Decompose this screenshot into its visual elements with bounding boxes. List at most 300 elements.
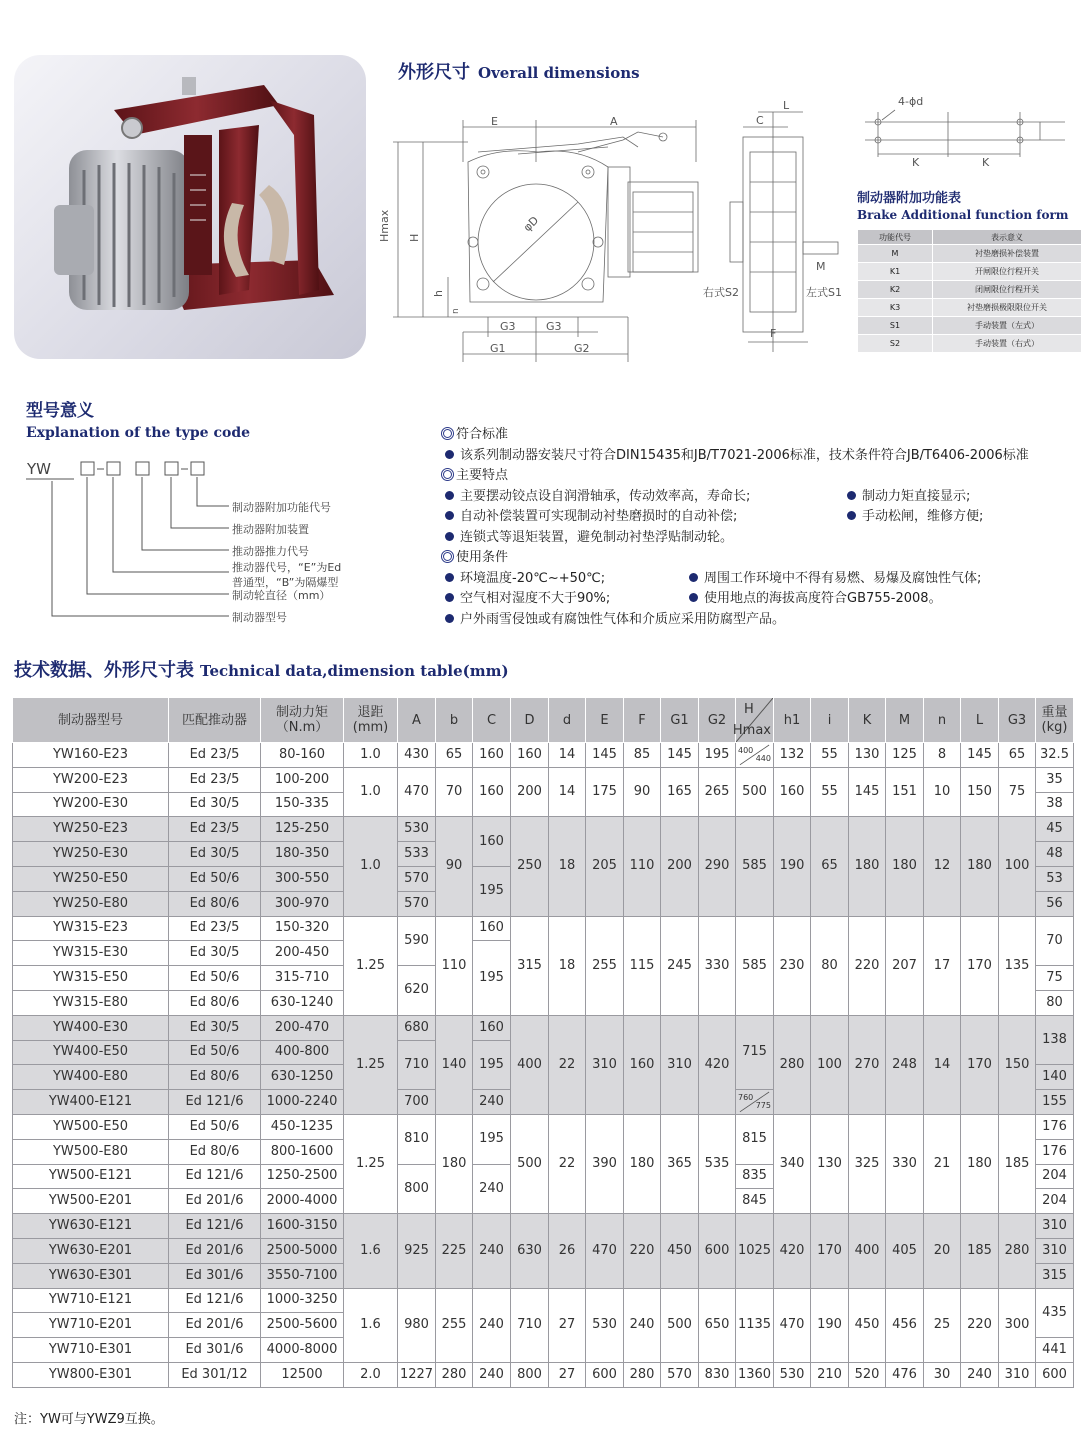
cell-k: 450 (849, 1288, 886, 1362)
cell-weight: 310 (1036, 1238, 1074, 1263)
cell-g2: 290 (699, 817, 736, 916)
cell-n: 17 (924, 916, 961, 1015)
cell-d-lower: 27 (549, 1288, 586, 1362)
cell-h1: 340 (774, 1114, 811, 1213)
cell-n: 25 (924, 1288, 961, 1362)
info-text: 空气相对湿度不大于90%; (460, 591, 611, 606)
cell-weight: 441 (1036, 1338, 1074, 1363)
bullet-icon (847, 511, 856, 520)
cell-weight: 204 (1036, 1189, 1074, 1214)
cell-torque: 150-335 (261, 792, 344, 817)
cell-b: 180 (436, 1114, 473, 1213)
function-meaning: 开闸限位行程开关 (933, 263, 1082, 281)
cell-torque: 100-200 (261, 767, 344, 792)
cell-k: 145 (849, 767, 886, 817)
cell-k: 220 (849, 916, 886, 1015)
cell-torque: 1600-3150 (261, 1214, 344, 1239)
function-meaning: 衬垫磨损补偿装置 (933, 245, 1082, 263)
col-torque (261, 698, 344, 743)
cell-c: 240 (473, 1288, 511, 1362)
type-prefix: YW (27, 460, 51, 478)
function-meaning: 手动装置（右式） (933, 335, 1082, 353)
cell-g2: 265 (699, 767, 736, 817)
cell-g3: 300 (999, 1288, 1036, 1362)
cell-b: 90 (436, 817, 473, 916)
cell-m: 405 (886, 1214, 924, 1288)
cell-torque: 150-320 (261, 916, 344, 941)
info-text: 连锁式等退矩装置，避免制动衬垫浮贴制动轮。 (460, 529, 734, 545)
cell-e: 175 (586, 767, 624, 817)
cell-actuator: Ed 50/6 (169, 1040, 261, 1065)
cell-c: 160 (473, 1015, 511, 1040)
tech-title-cn: 技术数据、外形尺寸表 (14, 660, 194, 681)
cell-weight: 176 (1036, 1139, 1074, 1164)
cell-g1: 310 (661, 1015, 699, 1114)
function-meaning: 手动装置（左式） (933, 317, 1082, 335)
cell-actuator: Ed 30/5 (169, 941, 261, 966)
cell-l: 170 (961, 1015, 999, 1114)
cell-i: 80 (811, 916, 849, 1015)
cell-b: 70 (436, 767, 473, 817)
label-g3-left: G3 (500, 320, 516, 333)
cell-m: 151 (886, 767, 924, 817)
cell-d-lower: 14 (549, 743, 586, 768)
overall-title-cn: 外形尺寸 (398, 62, 470, 83)
type-label-accessory: 推动器附加装置 (232, 523, 309, 536)
cell-g2: 650 (699, 1288, 736, 1362)
info-text: 主要摆动铰点设自润滑轴承，传动效率高，寿命长; (460, 488, 751, 504)
cell-actuator: Ed 23/5 (169, 817, 261, 842)
info-text: 手动松闸，维修方便; (862, 509, 984, 524)
label-f: F (770, 327, 777, 340)
cell-model: YW315-E30 (13, 941, 169, 966)
cell-actuator: Ed 50/6 (169, 866, 261, 891)
cell-d-upper: 710 (511, 1288, 549, 1362)
cell-n: 8 (924, 743, 961, 768)
cell-g2: 535 (699, 1114, 736, 1213)
bullet-icon (689, 573, 698, 582)
cell-torque: 12500 (261, 1362, 344, 1387)
cell-g1: 145 (661, 743, 699, 768)
cell-torque: 2000-4000 (261, 1189, 344, 1214)
section-features (441, 466, 1085, 487)
type-title-en: Explanation of the type code (26, 425, 251, 441)
cell-actuator: Ed 80/6 (169, 1139, 261, 1164)
cell-e: 600 (586, 1362, 624, 1387)
col-retreat-1: 退距 (357, 705, 384, 720)
cell-actuator: Ed 80/6 (169, 891, 261, 916)
cell-h-hmax: 815 (736, 1114, 774, 1164)
cell-weight: 204 (1036, 1164, 1074, 1189)
cell-torque: 80-160 (261, 743, 344, 768)
cell-actuator: Ed 80/6 (169, 990, 261, 1015)
cell-g2: 600 (699, 1214, 736, 1288)
cell-d-upper: 630 (511, 1214, 549, 1288)
bullet-icon (689, 593, 698, 602)
cell-actuator: Ed 50/6 (169, 966, 261, 991)
cell-i: 100 (811, 1015, 849, 1114)
cell-torque: 4000-8000 (261, 1338, 344, 1363)
cell-h-hmax (736, 743, 774, 768)
cell-model: YW400-E30 (13, 1015, 169, 1040)
cell-a: 530 (398, 817, 436, 842)
overall-title-en: Overall dimensions (478, 64, 640, 82)
tech-data-table (12, 697, 1074, 1388)
info-line (441, 589, 1085, 610)
info-line (441, 610, 1085, 631)
cell-c: 195 (473, 1114, 511, 1164)
col-e: E (586, 698, 624, 743)
cell-g3: 100 (999, 817, 1036, 916)
cell-model: YW710-E121 (13, 1288, 169, 1313)
mounting-holes-drawing (860, 92, 1080, 182)
cell-f: 110 (624, 817, 661, 916)
cell-l: 185 (961, 1214, 999, 1288)
cell-a: 700 (398, 1090, 436, 1115)
cell-h-hmax: 835 (736, 1164, 774, 1189)
bullet-icon (445, 593, 454, 602)
cell-retreat: 1.25 (344, 1114, 398, 1213)
bullet-icon (445, 511, 454, 520)
cell-model: YW400-E80 (13, 1065, 169, 1090)
cell-l: 220 (961, 1288, 999, 1362)
function-row (858, 317, 1082, 335)
col-h1: h1 (774, 698, 811, 743)
cell-f: 240 (624, 1288, 661, 1362)
cell-h1: 190 (774, 817, 811, 916)
col-g1: G1 (661, 698, 699, 743)
info-line (441, 528, 1085, 549)
cell-l: 150 (961, 767, 999, 817)
cell-actuator: Ed 23/5 (169, 767, 261, 792)
cell-c: 195 (473, 941, 511, 1015)
cell-f: 85 (624, 743, 661, 768)
cell-l: 170 (961, 916, 999, 1015)
cell-torque: 200-450 (261, 941, 344, 966)
label-holes: 4-ϕd (898, 95, 924, 108)
label-g3-right: G3 (546, 320, 562, 333)
cell-d-upper: 800 (511, 1362, 549, 1387)
cell-g3: 65 (999, 743, 1036, 768)
cell-d-upper: 200 (511, 767, 549, 817)
label-hmax: Hmax (378, 209, 391, 242)
info-text: 环境温度-20℃~+50℃; (460, 570, 606, 586)
cell-actuator: Ed 30/5 (169, 1015, 261, 1040)
cell-e: 390 (586, 1114, 624, 1213)
info-col2 (843, 487, 970, 508)
label-l: L (783, 99, 790, 112)
cell-a: 1227 (398, 1362, 436, 1387)
tech-title-en: Technical data,dimension table(mm) (200, 662, 509, 680)
cell-b: 65 (436, 743, 473, 768)
col-k: K (849, 698, 886, 743)
bullet-icon (847, 491, 856, 500)
col-h-hmax (732, 698, 774, 743)
cell-weight: 48 (1036, 842, 1074, 867)
info-col2 (685, 589, 942, 610)
function-code: S1 (858, 317, 933, 335)
tech-table-title (14, 656, 509, 682)
cell-d-upper: 500 (511, 1114, 549, 1213)
cell-retreat: 1.6 (344, 1288, 398, 1362)
type-label-wheel: 制动轮直径（mm） (232, 589, 331, 602)
cell-a: 680 (398, 1015, 436, 1040)
cell-k: 520 (849, 1362, 886, 1387)
cell-retreat: 1.25 (344, 916, 398, 1015)
section-bullet-icon (441, 468, 454, 481)
function-meaning: 衬垫磨损极限限位开关 (933, 299, 1082, 317)
tech-table-body (13, 743, 1074, 1388)
type-title-cn: 型号意义 (26, 401, 94, 421)
info-line (441, 507, 1085, 528)
cell-h1: 230 (774, 916, 811, 1015)
info-text: 制动力矩直接显示; (862, 488, 971, 504)
cell-retreat: 1.6 (344, 1214, 398, 1288)
cell-b: 280 (436, 1362, 473, 1387)
info-text: 户外雨雪侵蚀或有腐蚀性气体和介质应采用防腐型产品。 (460, 611, 786, 627)
cell-a: 570 (398, 891, 436, 916)
col-weight-2: (kg) (1041, 720, 1068, 735)
cell-retreat: 1.0 (344, 743, 398, 768)
info-text: 自动补偿装置可实现制动衬垫磨损时的自动补偿; (460, 509, 738, 524)
cell-h-hmax: 1135 (736, 1288, 774, 1362)
col-n: n (924, 698, 961, 743)
cell-h1: 470 (774, 1288, 811, 1362)
cell-g2: 830 (699, 1362, 736, 1387)
cell-torque: 200-470 (261, 1015, 344, 1040)
bullet-icon (445, 450, 454, 459)
cell-weight: 80 (1036, 990, 1074, 1015)
cell-i: 190 (811, 1288, 849, 1362)
type-label-actuator-1: 推动器代号，“E”为Ed (232, 561, 342, 574)
section-standard-label: 符合标准 (456, 427, 509, 442)
label-k-right: K (982, 156, 990, 169)
cell-k: 270 (849, 1015, 886, 1114)
col-c: C (473, 698, 511, 743)
cell-h-hmax: 845 (736, 1189, 774, 1214)
cell-model: YW200-E30 (13, 792, 169, 817)
cell-d-upper: 400 (511, 1015, 549, 1114)
cell-model: YW630-E201 (13, 1238, 169, 1263)
col-f: F (624, 698, 661, 743)
cell-h1: 132 (774, 743, 811, 768)
cell-model: YW800-E301 (13, 1362, 169, 1387)
cell-actuator: Ed 301/6 (169, 1338, 261, 1363)
cell-l: 240 (961, 1362, 999, 1387)
cell-g1: 450 (661, 1214, 699, 1288)
cell-torque: 400-800 (261, 1040, 344, 1065)
cell-d-upper: 250 (511, 817, 549, 916)
cell-actuator: Ed 30/5 (169, 792, 261, 817)
cell-c: 160 (473, 916, 511, 941)
cell-h-hmax: 500 (736, 767, 774, 817)
cell-model: YW400-E121 (13, 1090, 169, 1115)
label-right-s2: 右式S2 (703, 286, 739, 299)
cell-m: 476 (886, 1362, 924, 1387)
function-code: S2 (858, 335, 933, 353)
diagonal-cell (736, 743, 773, 767)
cell-retreat: 1.25 (344, 1015, 398, 1114)
bullet-icon (445, 491, 454, 500)
type-label-actuator-2: 普通型，“B”为隔爆型 (232, 576, 339, 589)
cell-m: 125 (886, 743, 924, 768)
cell-l: 145 (961, 743, 999, 768)
cell-a: 710 (398, 1040, 436, 1090)
cell-g1: 165 (661, 767, 699, 817)
cell-retreat: 1.0 (344, 817, 398, 916)
label-m: M (816, 260, 826, 273)
bullet-icon (445, 532, 454, 541)
cell-g1: 245 (661, 916, 699, 1015)
cell-i: 210 (811, 1362, 849, 1387)
cell-l: 180 (961, 1114, 999, 1213)
info-line (441, 487, 1085, 508)
cell-actuator: Ed 121/6 (169, 1164, 261, 1189)
cell-g1: 500 (661, 1288, 699, 1362)
function-code: K2 (858, 281, 933, 299)
cell-a: 570 (398, 866, 436, 891)
col-g3: G3 (999, 698, 1036, 743)
cell-n: 14 (924, 1015, 961, 1114)
cell-actuator: Ed 121/6 (169, 1288, 261, 1313)
cell-model: YW500-E80 (13, 1139, 169, 1164)
function-row (858, 335, 1082, 353)
cell-e: 470 (586, 1214, 624, 1288)
cell-a: 620 (398, 966, 436, 1016)
info-line (441, 569, 1085, 590)
cell-f: 180 (624, 1114, 661, 1213)
cell-e: 530 (586, 1288, 624, 1362)
cell-model: YW315-E50 (13, 966, 169, 991)
cell-g3: 150 (999, 1015, 1036, 1114)
cell-g3: 280 (999, 1214, 1036, 1288)
col-i: i (811, 698, 849, 743)
diagonal-cell (736, 1090, 773, 1114)
cell-b: 140 (436, 1015, 473, 1114)
cell-b: 110 (436, 916, 473, 1015)
label-g1: G1 (490, 342, 506, 355)
cell-torque: 300-970 (261, 891, 344, 916)
cell-k: 325 (849, 1114, 886, 1213)
cell-i: 130 (811, 1114, 849, 1213)
cell-weight: 38 (1036, 792, 1074, 817)
function-header-code: 功能代号 (858, 230, 933, 245)
cell-a: 590 (398, 916, 436, 966)
type-code-diagram (24, 455, 424, 630)
cell-c: 160 (473, 743, 511, 768)
cell-b: 255 (436, 1288, 473, 1362)
cell-weight: 600 (1036, 1362, 1074, 1387)
function-code: K1 (858, 263, 933, 281)
info-text: 该系列制动器安装尺寸符合DIN15435和JB/T7021-2006标准，技术条件符合JB/T6406-2006标准 (460, 447, 1029, 463)
col-retreat-2: (mm) (352, 720, 389, 735)
cell-model: YW250-E30 (13, 842, 169, 867)
function-table-title (857, 187, 1068, 222)
function-row (858, 263, 1082, 281)
cell-model: YW160-E23 (13, 743, 169, 768)
table-row (13, 1362, 1074, 1387)
cell-d-lower: 26 (549, 1214, 586, 1288)
cell-model: YW315-E80 (13, 990, 169, 1015)
info-line (441, 446, 1085, 467)
cell-e: 310 (586, 1015, 624, 1114)
col-torque-2: （N.m） (275, 720, 329, 735)
label-phid: φD (520, 213, 542, 235)
function-row (858, 245, 1082, 263)
info-col2 (843, 507, 983, 528)
cell-weight: 140 (1036, 1065, 1074, 1090)
cell-g3: 75 (999, 767, 1036, 817)
cell-g3: 310 (999, 1362, 1036, 1387)
cell-torque: 1000-2240 (261, 1090, 344, 1115)
function-table-body (858, 245, 1082, 353)
type-code-title (26, 396, 250, 441)
cell-m: 456 (886, 1288, 924, 1362)
cell-d-lower: 22 (549, 1015, 586, 1114)
cell-torque: 800-1600 (261, 1139, 344, 1164)
cell-e: 145 (586, 743, 624, 768)
cell-h1: 530 (774, 1362, 811, 1387)
section-standard (441, 425, 1085, 446)
cell-torque: 630-1250 (261, 1065, 344, 1090)
info-col2 (685, 569, 981, 590)
cell-h1: 160 (774, 767, 811, 817)
cell-i: 55 (811, 767, 849, 817)
cell-k: 400 (849, 1214, 886, 1288)
cell-g1: 365 (661, 1114, 699, 1213)
table-row (13, 743, 1074, 768)
cell-g2: 330 (699, 916, 736, 1015)
cell-model: YW500-E201 (13, 1189, 169, 1214)
col-weight-1: 重量 (1041, 705, 1068, 720)
col-torque-1: 制动力矩 (275, 705, 328, 720)
function-row (858, 299, 1082, 317)
cell-actuator: Ed 201/6 (169, 1313, 261, 1338)
cell-actuator: Ed 121/6 (169, 1090, 261, 1115)
col-d-upper: D (511, 698, 549, 743)
col-g2: G2 (699, 698, 736, 743)
cell-actuator: Ed 121/6 (169, 1214, 261, 1239)
cell-actuator: Ed 201/6 (169, 1238, 261, 1263)
standards-info (441, 425, 1085, 630)
label-e: E (491, 115, 498, 128)
cell-model: YW630-E301 (13, 1263, 169, 1288)
cell-c: 195 (473, 1040, 511, 1090)
cell-c: 240 (473, 1164, 511, 1214)
table-row (13, 916, 1074, 941)
cell-actuator: Ed 201/6 (169, 1189, 261, 1214)
section-conditions (441, 548, 1085, 569)
label-a: A (610, 115, 618, 128)
cell-c: 240 (473, 1214, 511, 1288)
col-hmax: Hmax (732, 723, 771, 738)
cell-d-lower: 22 (549, 1114, 586, 1213)
cell-model: YW250-E80 (13, 891, 169, 916)
info-text: 使用地点的海拔高度符合GB755-2008。 (704, 591, 942, 606)
cell-g1: 570 (661, 1362, 699, 1387)
cell-h-hmax: 585 (736, 916, 774, 1015)
table-row (13, 1114, 1074, 1139)
cell-actuator: Ed 301/6 (169, 1263, 261, 1288)
cell-actuator: Ed 23/5 (169, 916, 261, 941)
cell-b: 225 (436, 1214, 473, 1288)
function-title-cn: 制动器附加功能表 (857, 191, 962, 206)
cell-h-hmax: 1025 (736, 1214, 774, 1288)
cell-weight: 138 (1036, 1015, 1074, 1065)
label-h: H (408, 233, 421, 242)
cell-a: 980 (398, 1288, 436, 1362)
cell-model: YW710-E201 (13, 1313, 169, 1338)
